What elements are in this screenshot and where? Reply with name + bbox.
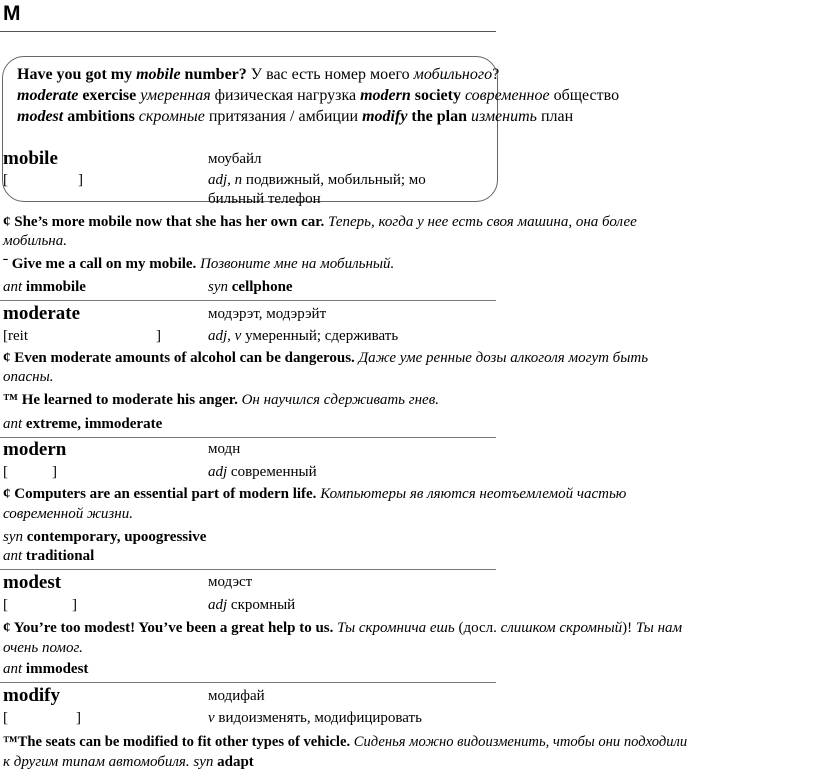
pron-mobile: моубайл	[208, 151, 262, 167]
bracket-open-modest: [	[3, 597, 8, 613]
rule-modern	[0, 437, 496, 438]
pron-modify: модифай	[208, 688, 265, 704]
ant-mobile: ant immobile	[3, 279, 86, 295]
bracket-close-moderate: ]	[156, 328, 161, 344]
example-modest-1-cont: очень помог.	[3, 640, 83, 656]
header-rule	[0, 31, 496, 32]
example-moderate-1-cont: опасны.	[3, 369, 54, 385]
ant-moderate: ant extreme, immoderate	[3, 416, 163, 432]
example-moderate-1: ¢ Even moderate amounts of alcohol can be dangerous. Даже уме ренные дозы алкоголя могут быть	[3, 350, 649, 366]
callout-line-2: moderate exercise умеренная физическая нагрузка modern society современное общество	[17, 87, 620, 104]
example-modify-1-cont: к другим типам автомобиля. syn adapt	[3, 754, 254, 770]
bracket-open-modify: [	[3, 710, 8, 726]
bracket-close-modest: ]	[72, 597, 77, 613]
pron-modern: модн	[208, 441, 241, 457]
def-modify: v видоизменять, модифицировать	[208, 710, 422, 726]
pron-moderate: модэрэт, модэрэйт	[208, 306, 327, 322]
bracket-open-mobile: [	[3, 172, 8, 188]
example-modern-1-cont: современной жизни.	[3, 506, 133, 522]
example-moderate-2: ™ He learned to moderate his anger. Он научился сдерживать гнев.	[3, 392, 439, 408]
def-moderate: adj, v умеренный; сдерживать	[208, 328, 399, 344]
ant-modest: ant immodest	[3, 661, 89, 677]
example-modest-1: ¢ You’re too modest! You’ve been a great help to us. Ты скромнича ешь (досл. слишком скромный)! Ты нам	[3, 620, 683, 636]
rule-modify	[0, 682, 496, 683]
syn-modern: syn contemporary, upoogressive	[3, 529, 207, 545]
headword-modern: modern	[3, 439, 67, 460]
headword-modest: modest	[3, 572, 62, 593]
def-mobile-cont: бильный телефон	[208, 191, 321, 207]
ant-modern: ant traditional	[3, 548, 95, 564]
syn-mobile: syn cellphone	[208, 279, 293, 295]
pron-modest: модэст	[208, 574, 253, 590]
example-mobile-2: ˉ Give me a call on my mobile. Позвоните мне на мобильный.	[3, 256, 395, 272]
rule-moderate	[0, 300, 496, 301]
bracket-open-moderate: [reit	[3, 328, 28, 344]
example-modern-1: ¢ Computers are an essential part of modern life. Компьютеры яв ляются неотъемлемой частью	[3, 486, 627, 502]
example-modify-1: ™The seats can be modified to fit other types of vehicle. Сиденья можно видоизменить, чтобы они подходили	[3, 734, 688, 750]
bracket-close-modify: ]	[76, 710, 81, 726]
def-modern: adj современный	[208, 464, 317, 480]
bracket-close-mobile: ]	[78, 172, 83, 188]
page-letter: M	[3, 2, 21, 25]
bracket-open-modern: [	[3, 464, 8, 480]
headword-modify: modify	[3, 685, 60, 706]
example-mobile-1-cont: мобильна.	[3, 233, 67, 249]
example-mobile-1: ¢ She’s more mobile now that she has her own car. Теперь, когда у нее есть своя машина, она более	[3, 214, 637, 230]
callout-line-3: modest ambitions скромные притязания / амбиции modify the plan изменить план	[17, 108, 574, 125]
headword-mobile: mobile	[3, 148, 58, 169]
rule-modest	[0, 569, 496, 570]
bracket-close-modern: ]	[52, 464, 57, 480]
def-modest: adj скромный	[208, 597, 296, 613]
def-mobile: adj, n подвижный, мобильный; мо	[208, 172, 426, 188]
headword-moderate: moderate	[3, 303, 81, 324]
callout-line-1: Have you got my mobile number? У вас есть номер моего мобильного?	[17, 66, 500, 83]
